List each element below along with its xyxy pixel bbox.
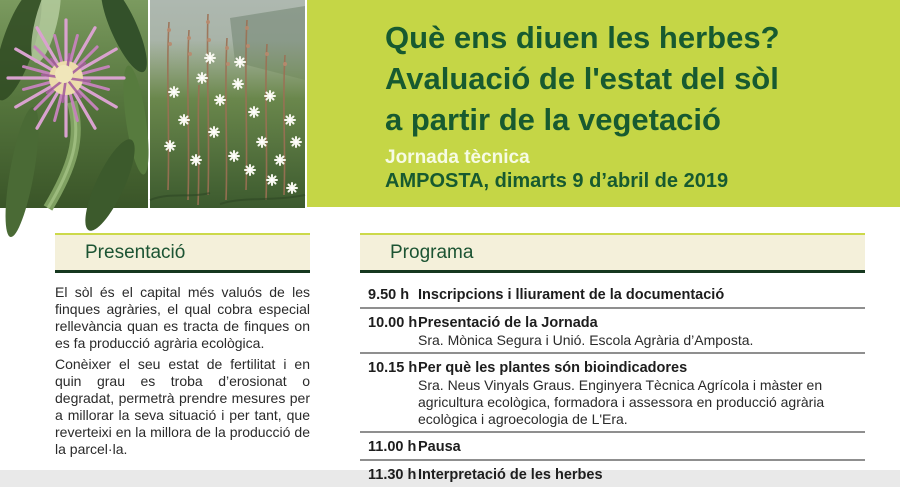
program-list bbox=[360, 281, 865, 487]
presentation-paragraph: El sòl és el capital més valuós de les finques agràries, el qual cobra especial rellevància quan es tracta de finques on es fa producció agrària ecològica. bbox=[55, 284, 310, 351]
program-item bbox=[360, 354, 865, 431]
presentation-text bbox=[55, 284, 310, 458]
program-item-title: Presentació de la Jornada bbox=[418, 315, 598, 331]
program-item-title: Interpretació de les herbes bbox=[418, 467, 603, 483]
program-item bbox=[360, 309, 865, 352]
program-item-title: Per què les plantes són bioindicadores bbox=[418, 360, 688, 376]
event-title-line-3: a partir de la vegetació bbox=[385, 102, 721, 137]
program-item bbox=[360, 461, 865, 487]
program-item-time: 11.30 h bbox=[368, 467, 417, 483]
event-type-label: Jornada tècnica bbox=[385, 147, 530, 168]
program-item bbox=[360, 281, 865, 307]
event-location-date: AMPOSTA, dimarts 9 d’abril de 2019 bbox=[385, 170, 729, 192]
program-item-details: Sra. Neus Vinyals Graus. Enginyera Tècnica Agrícola i màster en agricultura ecològica, formadora i assessora en producció agrària ecològica i agroecologia de L'Era. bbox=[418, 377, 825, 427]
event-title-line-1: Què ens diuen les herbes? bbox=[385, 20, 780, 55]
presentation-paragraph: Conèixer el seu estat de fertilitat i en quin grau es troba d’erosionat o degradat, permetrà prendre mesures per a millorar la seva situació i per tant, que reverteixi en la millora de la producció de la parcel·la. bbox=[55, 356, 310, 457]
program-item-details: Sra. Mònica Segura i Unió. Escola Agrària d’Amposta. bbox=[418, 332, 754, 348]
white-flowers-field-photo bbox=[150, 0, 305, 208]
program-item-time: 10.00 h bbox=[368, 315, 418, 331]
program-item bbox=[360, 433, 865, 459]
presentation-section bbox=[55, 233, 310, 462]
program-item-time: 10.15 h bbox=[368, 360, 418, 376]
program-item-title: Pausa bbox=[418, 439, 461, 455]
program-heading: Programa bbox=[360, 233, 865, 273]
program-item-title: Inscripcions i lliurament de la documentació bbox=[418, 287, 725, 303]
event-title-line-2: Avaluació de l'estat del sòl bbox=[385, 61, 779, 96]
thistle-flower-photo bbox=[0, 0, 148, 208]
program-item-time: 11.00 h bbox=[368, 439, 417, 455]
program-item-time: 9.50 h bbox=[368, 287, 410, 303]
title-banner bbox=[307, 0, 900, 207]
program-section bbox=[360, 233, 865, 487]
white-flowers-field-illustration bbox=[150, 0, 305, 208]
thistle-flower-illustration bbox=[0, 0, 148, 208]
presentation-heading: Presentació bbox=[55, 233, 310, 273]
